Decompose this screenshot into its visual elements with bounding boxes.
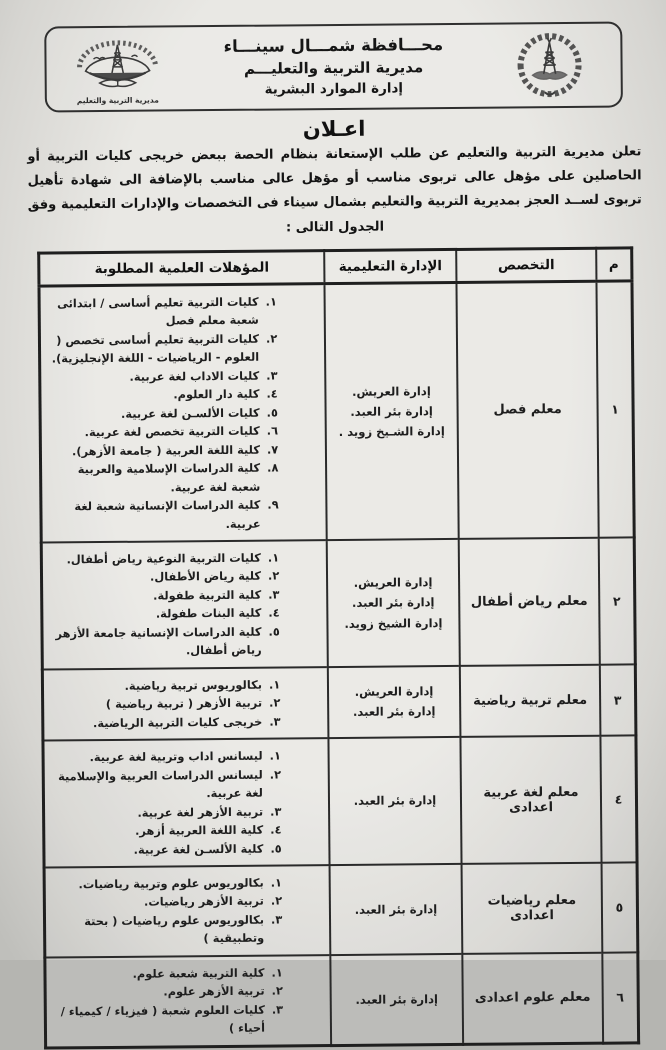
qualification-number: ٢. [269,695,281,710]
qualification-number: ١. [268,677,281,692]
row-serial: ٥ [602,862,638,952]
qualification-text: تربية الأزهر ( تربية رياضية ) [105,695,263,712]
qualification-number: ٣. [268,587,280,602]
qualification-number: ٢. [269,767,282,782]
row-serial: ١ [596,281,634,538]
qualification-text: كلية اللغة العربية أزهر. [134,822,264,838]
qualification-text: بكالوريوس علوم رياضيات ( بحتة وتطبيقية ) [84,912,265,946]
administration-line: إدارة العريش. [352,383,431,399]
qualification-number: ٤. [268,605,280,620]
qualification-number: ٢. [265,331,278,346]
administration-line: إدارة الشيخ زويد. [344,615,443,631]
row-specialization: معلم علوم اعدادى [462,953,603,1045]
row-administrations [330,954,463,1046]
row-qualifications [41,540,328,669]
row-serial: ٣ [600,664,636,736]
row-qualifications [45,955,331,1048]
qualification-text: كليات التربية النوعية رياض أطفال. [66,550,261,567]
education-directorate-logo [58,32,177,105]
qualification-item [47,385,280,406]
administration-line: إدارة بئر العبد. [351,595,435,611]
laurel-wreath-oil-derrick-icon [506,28,593,103]
qualification-text: بكالوريوس تربية رياضية. [124,677,263,693]
qualification-item [51,839,284,860]
administration-line: إدارة العريش. [354,684,434,700]
row-administrations [328,666,461,739]
qualification-item [53,982,286,1003]
qualification-text: كلية اللغة العربية ( جامعة الأزهر). [71,442,260,458]
sun-derrick-open-book-icon [65,32,170,95]
row-administrations [330,864,463,955]
qualification-text: تربية الأزهر لغة عربية. [137,804,264,820]
row-specialization: معلم تربية رياضية [460,664,601,737]
qualification-text: كلية رياض الأطفال. [149,569,262,585]
qualification-text: كليات الألسـن لغة عربية. [120,405,260,421]
qualification-number: ٤. [266,386,278,401]
row-qualifications [42,667,328,741]
qualification-item [49,604,282,625]
qualification-item [50,694,283,715]
announcement-body: تعلن مديرية التربية والتعليم عن طلب الإستعانة بنظام الحصة ببعض خريجى كليات التربية أو الحاصلين على مؤهل عالى تربوى مناسب أو مؤهل عالى مناسب بالإضافة الى شهادة تأهيل تربوى لســد العجز بمديرية التربية والتعليم بشمال سيناء فى التخصصات والإدارات التعليمية وفق الجدول التالى : [27,144,642,236]
qualification-item [47,292,280,331]
qualification-number: ٥. [270,841,282,856]
administration-line: إدارة بئر العبد. [350,403,433,419]
governorate-name: محـــافظة شمـــال سينـــاء [223,35,444,57]
qualification-item [50,675,283,696]
qualification-text: كلية الألسـن لغة عربية. [133,841,264,857]
row-serial: ٢ [599,537,636,664]
qualification-item [49,548,282,569]
table-row [42,664,636,741]
qualification-number: ٢. [267,568,280,584]
header-serial: م [596,248,632,281]
row-administrations [328,737,461,865]
row-specialization: معلم لغة عربية اعدادى [460,736,601,864]
department-name: إدارة الموارد البشرية [264,80,404,98]
qualification-number: ٣. [271,1002,284,1017]
table-row [39,281,634,543]
administration-line: إدارة الشـيخ زويد . [338,424,445,440]
table-row [43,736,637,868]
table-row [41,537,635,669]
qualification-number: ٣. [269,714,281,729]
row-serial: ٤ [600,736,637,863]
qualification-number: ١. [267,550,280,565]
qualification-item [52,963,285,984]
qualification-item [51,821,284,842]
qualification-number: ٧. [266,442,279,457]
row-qualifications [39,283,327,542]
qualification-text: كلية التربية طفولة. [153,587,262,603]
header-specialization: التخصص [456,248,596,282]
qualification-text: كلية الدراسات الإسلامية والعربية شعبة لغة عربية. [77,460,261,494]
qualification-number: ٣. [270,912,283,927]
qualification-number: ٩. [267,497,279,512]
qualification-number: ٦. [266,423,279,438]
qualification-text: تربية الأزهر علوم. [163,983,265,999]
qualification-item [50,712,283,733]
row-specialization: معلم فصل [456,281,598,539]
qualification-item [53,1000,286,1039]
qualification-item [51,765,284,804]
qualification-number: ١. [271,965,283,980]
qualification-item [49,567,282,588]
qualification-text: كليات التربية تعليم أساسى تخصص ( العلوم - الرياضيات - اللغة الإنجليزية). [51,331,260,366]
qualification-text: كلية البنات طفولة. [155,606,262,621]
qualification-text: بكالوريوس علوم وتربية رياضيات. [78,875,264,892]
qualification-text: كليات التربية تعليم أساسى / ابتدائى شعبة معلم فصل [57,294,259,328]
qualification-item [48,422,281,443]
qualification-item [47,366,280,387]
administration-line: إدارة بئر العبد. [354,901,438,917]
administration-line: إدارة بئر العبد. [352,704,436,720]
qualification-item [47,329,280,368]
qualification-item [48,440,281,461]
row-serial: ٦ [602,952,638,1043]
qualification-text: ليسانس الدراسات العربية والإسلامية لغة عربية. [58,767,263,801]
page-title: اعـلان [302,116,366,142]
qualification-number: ٥. [266,405,278,420]
qualification-number: ٣. [270,804,282,819]
qualification-number: ١. [270,875,283,890]
row-administrations [327,539,460,667]
organisation-lines [176,33,491,101]
qualification-text: ليسانس اداب وتربية لغة عربية. [89,748,263,765]
qualification-text: كليات الاداب لغة عربية. [129,368,260,384]
vacancies-table [37,246,640,1049]
qualification-number: ٨. [267,460,279,475]
qualification-item [48,496,281,535]
qualification-item [51,747,284,768]
qualification-text: خريجى كليات التربية الرياضية. [92,714,263,730]
qualification-number: ٥. [268,624,280,639]
row-specialization: معلم رياض أطفال [459,538,600,666]
row-qualifications [44,865,330,957]
header-qualifications: المؤهلات العلمية المطلوبة [39,250,325,285]
qualification-item [48,459,281,498]
north-sinai-emblem [490,28,609,103]
administration-line: إدارة العريش. [353,575,433,590]
qualification-text: كلية دار العلوم. [173,386,260,402]
qualification-text: كلية الدراسات الإنسانية شعبة لغة عربية. [74,497,261,531]
table-header-row [39,248,632,286]
qualification-text: كليات العلوم شعبة ( فيزياء / كيمياء / أحياء ) [60,1002,266,1036]
qualification-number: ٤. [270,822,282,837]
qualification-item [51,802,284,823]
qualification-item [52,892,285,913]
qualification-number: ١. [269,748,281,763]
row-qualifications [43,738,330,867]
header-administration: الإدارة التعليمية [324,249,456,283]
qualification-text: كلية الدراسات الإنسانية جامعة الأزهر رياض أطفال. [55,624,262,658]
administration-line: إدارة بئر العبد. [353,793,437,809]
qualification-item [48,403,281,424]
qualification-text: كلية التربية شعبة علوم. [132,965,265,981]
row-administrations [324,282,458,540]
directorate-name: مديرية التربية والتعليـــم [243,58,424,79]
qualification-item [52,910,285,949]
qualification-item [49,585,282,606]
qualification-text: كليات التربية تخصص لغة عربية. [84,423,260,440]
qualification-item [52,873,285,894]
qualification-item [49,622,282,661]
letterhead [44,21,623,112]
qualification-number: ٢. [270,893,283,909]
qualification-text: تربية الأزهر رياضيات. [143,894,264,910]
table-row [45,952,639,1048]
qualification-number: ١. [265,294,277,309]
row-specialization: معلم رياضيات اعدادى [462,863,603,954]
qualification-number: ٢. [271,983,283,998]
administration-line: إدارة بئر العبد. [355,991,439,1007]
table-row [44,862,638,957]
logo-caption: مديرية التربية والتعليم [76,95,159,106]
qualification-number: ٣. [266,368,278,383]
